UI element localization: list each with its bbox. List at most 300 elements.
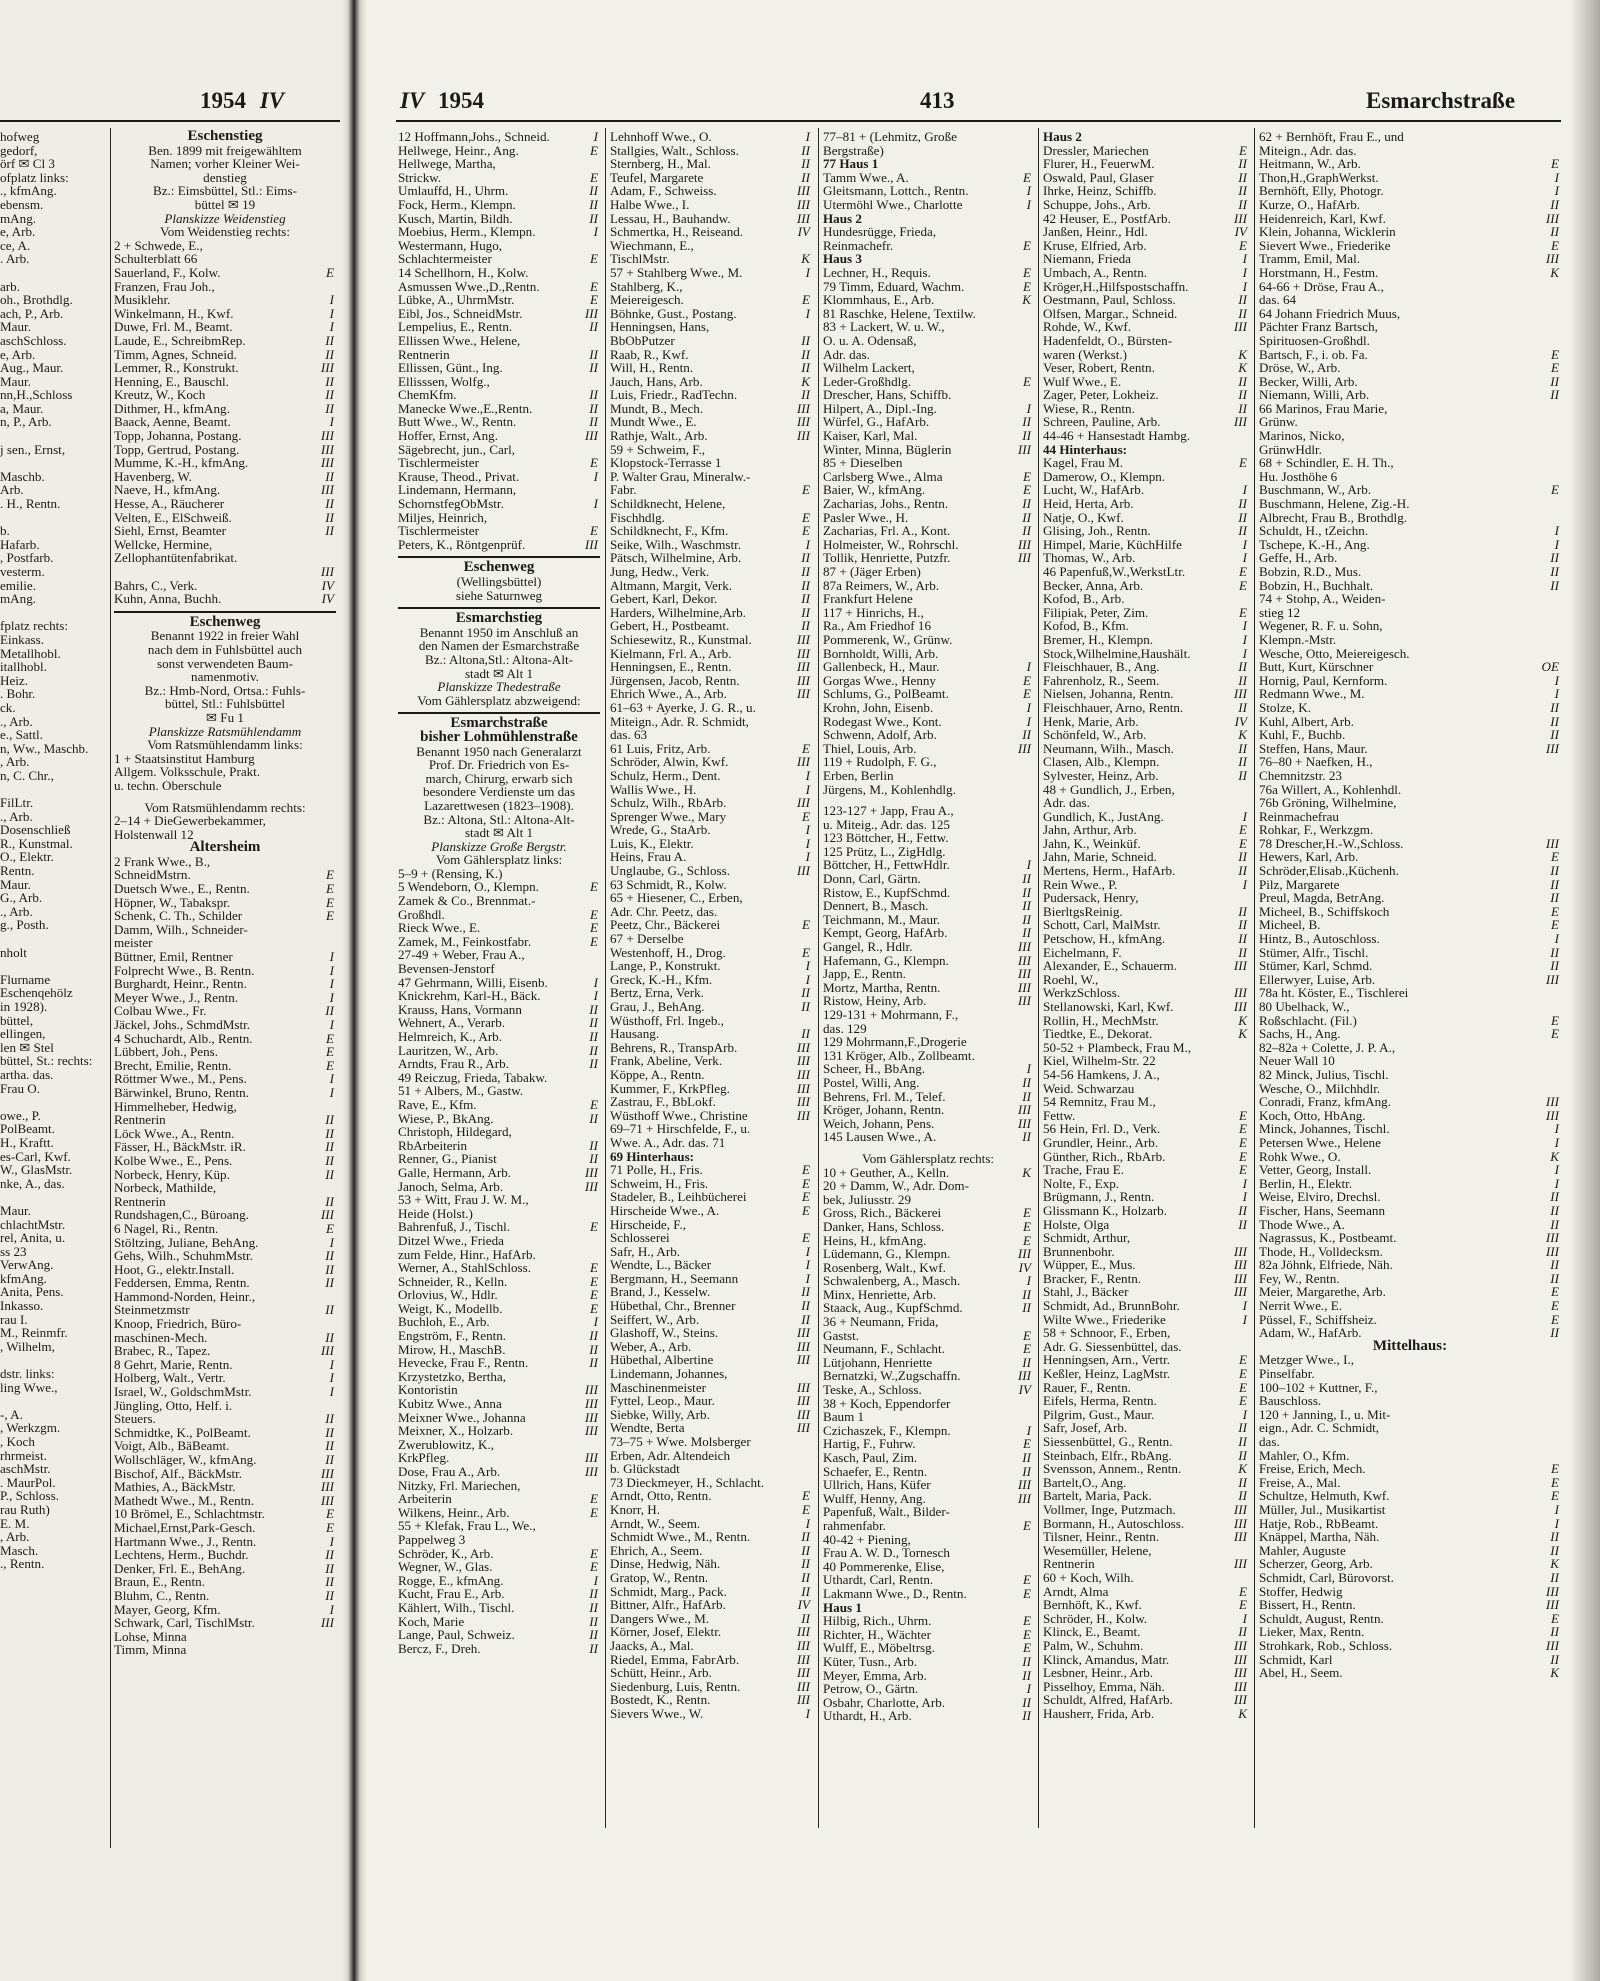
floor-marker: K	[1550, 1148, 1559, 1164]
directory-entry	[610, 1707, 812, 1721]
entry-text: Fässer, H., BäckMstr. iR.	[114, 1139, 246, 1155]
floor-marker: I	[593, 468, 598, 484]
directory-entry	[1043, 1489, 1249, 1503]
entry-text: Werner, A., StahlSchloss.	[398, 1260, 531, 1276]
floor-marker: II	[1022, 428, 1031, 444]
entry-text: Bobzin, R.D., Mus.	[1259, 564, 1362, 579]
directory-entry	[398, 1424, 600, 1438]
directory-entry	[0, 144, 108, 158]
street-note	[114, 171, 336, 185]
directory-entry	[610, 783, 812, 797]
entry-text: Dinse, Hedwig, Näh.	[610, 1556, 721, 1572]
floor-marker: II	[325, 1275, 334, 1291]
entry-text: Adam, W., HafArb.	[1259, 1325, 1362, 1341]
directory-entry	[823, 144, 1033, 158]
entry-text: Esmarchstraße	[450, 715, 548, 732]
section-rule	[398, 607, 600, 609]
entry-text: Chemnitzstr. 23	[1259, 767, 1342, 783]
directory-entry	[0, 1041, 108, 1055]
entry-text: Siedenburg, Luis, Rentn.	[610, 1678, 741, 1694]
entry-text: Gebert, H., Postbeamt.	[610, 618, 730, 634]
floor-marker: III	[320, 1465, 334, 1481]
directory-entry	[0, 850, 108, 864]
directory-entry	[114, 1059, 336, 1073]
entry-text: Dosenschließ	[0, 822, 71, 838]
directory-entry	[0, 375, 108, 389]
floor-marker: E	[326, 1519, 334, 1535]
entry-text: 64-66 + Dröse, Frau A.,	[1259, 278, 1384, 294]
floor-marker: I	[1242, 1189, 1247, 1205]
entry-text: Altersheim	[189, 839, 261, 856]
directory-entry	[823, 606, 1033, 620]
street-note	[398, 575, 600, 589]
entry-text: Jäckel, Johs., SchmdMstr.	[114, 1017, 251, 1032]
entry-text: Westenhoff, H., Drog.	[610, 944, 726, 960]
floor-marker: II	[1238, 509, 1247, 525]
directory-entry	[1043, 1408, 1249, 1422]
floor-marker: II	[1022, 1129, 1031, 1145]
entry-text: 40 Pommerenke, Elise,	[823, 1558, 945, 1574]
floor-marker: I	[1242, 1298, 1247, 1314]
floor-marker: III	[1233, 985, 1247, 1001]
floor-marker: II	[325, 332, 334, 348]
street-note	[114, 711, 336, 725]
entry-text: Sievert Wwe., Friederike	[1259, 237, 1391, 253]
entry-text: Keßler, Heinz, LagMstr.	[1043, 1366, 1171, 1382]
floor-marker: E	[1023, 1205, 1031, 1221]
entry-text: ling Wwe.,	[0, 1379, 58, 1395]
directory-entry	[823, 1090, 1033, 1104]
directory-entry	[1259, 715, 1561, 729]
directory-entry	[0, 334, 108, 348]
directory-entry	[1259, 796, 1561, 810]
floor-marker: II	[1550, 196, 1559, 212]
entry-text: Israel, W., GoldschmMstr.	[114, 1384, 252, 1400]
entry-text: Thode Wwe., A.	[1259, 1216, 1345, 1232]
directory-entry	[1259, 1489, 1561, 1503]
directory-entry	[610, 891, 812, 905]
directory-entry	[823, 1288, 1033, 1302]
entry-text: Ristow, E., KupfSchmd.	[823, 884, 951, 900]
floor-marker: II	[801, 550, 810, 566]
entry-text: Neuer Wall 10	[1259, 1053, 1335, 1069]
directory-entry	[610, 524, 812, 538]
directory-entry	[610, 171, 812, 185]
directory-entry	[114, 348, 336, 362]
directory-entry	[0, 1027, 108, 1041]
directory-entry	[398, 1451, 600, 1465]
directory-entry	[823, 415, 1033, 429]
entry-text: Fischer, Hans, Seemann	[1259, 1202, 1386, 1218]
entry-text: Ellissen Wwe., Helene,	[398, 332, 521, 348]
floor-marker: IV	[1234, 224, 1247, 240]
directory-entry	[0, 1299, 108, 1313]
column-rule	[1038, 128, 1039, 1828]
directory-entry	[0, 1136, 108, 1150]
entry-text: Tilsner, Heinr., Rentn.	[1043, 1529, 1160, 1545]
entry-text: Koch, Marie	[398, 1613, 465, 1629]
directory-entry	[610, 918, 812, 932]
directory-entry	[114, 1399, 336, 1413]
entry-text: Buschmann, Helene, Zig.-H.	[1259, 496, 1410, 512]
directory-entry	[0, 239, 108, 253]
directory-entry	[398, 1587, 600, 1601]
entry-text: Jüngling, Otto, Helf. i.	[114, 1397, 233, 1413]
entry-text: Nielsen, Johanna, Rentn.	[1043, 686, 1174, 702]
directory-entry	[1043, 1150, 1249, 1164]
entry-text: Trache, Frau E.	[1043, 1162, 1124, 1178]
section-heading	[114, 130, 336, 144]
entry-text: Jahn, Marie, Schneid.	[1043, 849, 1157, 865]
floor-marker: E	[326, 1057, 334, 1073]
floor-marker: II	[1550, 1651, 1559, 1667]
entry-text: Mundt, B., Mech.	[610, 400, 704, 416]
entry-text: u. Miteig., Adr. das. 125	[823, 816, 950, 832]
entry-text: WerkzSchloss.	[1043, 985, 1121, 1001]
directory-entry	[1043, 973, 1249, 987]
floor-marker: III	[1545, 210, 1559, 226]
column-rule	[605, 128, 606, 1828]
entry-text: Lempelius, E., Rentn.	[398, 319, 513, 335]
directory-entry	[398, 1166, 600, 1180]
entry-text: Pisselhoy, Emma, Näh.	[1043, 1678, 1165, 1694]
entry-text: Gehs, Wilh., SchuhmMstr.	[114, 1248, 253, 1264]
entry-text: Masch.	[0, 1542, 39, 1558]
directory-entry	[0, 864, 108, 878]
directory-entry	[0, 783, 108, 797]
directory-entry	[1259, 171, 1561, 185]
entry-text: Kolbe Wwe., E., Pens.	[114, 1152, 233, 1168]
directory-entry	[823, 1492, 1033, 1506]
directory-entry	[610, 1476, 812, 1490]
section-heading	[398, 561, 600, 575]
directory-entry	[1259, 1000, 1561, 1014]
entry-text: Schlosserei	[610, 1230, 670, 1246]
entry-text: Wilkens, Heinr., Arb.	[398, 1504, 510, 1520]
entry-text: Franzen, Frau Joh.,	[114, 278, 215, 294]
directory-entry	[823, 171, 1033, 185]
directory-entry	[114, 1344, 336, 1358]
directory-entry	[398, 266, 600, 280]
entry-text: Krohn, John, Eisenb.	[823, 699, 934, 715]
directory-entry	[1043, 606, 1249, 620]
entry-text: , Postfarb.	[0, 550, 54, 566]
directory-entry	[398, 1370, 600, 1384]
entry-text: Sievers Wwe., W.	[610, 1705, 704, 1721]
entry-text: stieg 12	[1259, 604, 1301, 620]
entry-text: 4 Schuchardt, Alb., Rentn.	[114, 1030, 253, 1046]
entry-text: Strohkark, Rob., Schloss.	[1259, 1637, 1393, 1653]
entry-text: waren (Werkst.)	[1043, 346, 1128, 362]
directory-entry	[114, 497, 336, 511]
directory-entry	[0, 905, 108, 919]
entry-text: Nagrassus, K., Postbeamt.	[1259, 1230, 1397, 1246]
floor-marker: II	[589, 1586, 598, 1602]
entry-text: Schlachtermeister	[398, 251, 492, 267]
entry-text: nach dem in Fuhlsbüttel auch	[147, 641, 303, 657]
entry-text: Rauer, F., Rentn.	[1043, 1379, 1131, 1395]
directory-entry	[610, 1041, 812, 1055]
entry-text: Hilbig, Rich., Uhrm.	[823, 1613, 932, 1629]
entry-text: Bittner, Alfr., HafArb.	[610, 1597, 726, 1613]
entry-text: Bz.: Altona, Stl.: Altona-Alt-	[423, 811, 575, 827]
entry-text: Lohse, Minna	[114, 1628, 187, 1644]
entry-text: Heidenreich, Karl, Kwf.	[1259, 210, 1386, 226]
section-rule	[114, 611, 336, 613]
directory-entry	[0, 701, 108, 715]
entry-text: Frankfurt Helene	[823, 591, 913, 607]
entry-text: Schuldt, Alfred, HafArb.	[1043, 1692, 1173, 1708]
entry-text: e, Arb.	[0, 346, 36, 362]
entry-text: Bergmann, H., Seemann	[610, 1270, 739, 1286]
floor-marker: II	[589, 1599, 598, 1615]
entry-text: Lübbert, Joh., Pens.	[114, 1044, 219, 1060]
directory-entry	[1043, 1218, 1249, 1232]
directory-entry	[1043, 1122, 1249, 1136]
entry-text: Henk, Marie, Arb.	[1043, 713, 1139, 729]
floor-marker: II	[1550, 1189, 1559, 1205]
floor-marker: II	[801, 1569, 810, 1585]
directory-entry	[398, 511, 600, 525]
floor-marker: OE	[1541, 659, 1559, 675]
entry-text: Stellanowski, Karl, Kwf.	[1043, 999, 1174, 1014]
entry-text: 119 + Rudolph, F. G.,	[823, 754, 937, 770]
directory-entry	[114, 855, 336, 869]
entry-text: Pappelweg 3	[398, 1531, 466, 1547]
directory-entry	[1259, 320, 1561, 334]
directory-entry	[398, 1479, 600, 1493]
directory-entry	[114, 936, 336, 950]
floor-marker: III	[1017, 1490, 1031, 1506]
entry-text: Teske, A., Schloss.	[823, 1382, 922, 1398]
directory-entry	[1259, 1449, 1561, 1463]
entry-text: Lazarettwesen (1823–1908).	[424, 797, 574, 813]
floor-marker: II	[1238, 863, 1247, 879]
entry-text: Esmarchstieg	[455, 610, 543, 627]
directory-entry	[0, 1068, 108, 1082]
entry-text: 76–80 + Naefken, H.,	[1259, 754, 1373, 770]
floor-marker: I	[805, 305, 810, 321]
floor-marker: I	[593, 224, 598, 240]
floor-marker: E	[1023, 1218, 1031, 1234]
floor-marker: II	[1550, 1529, 1559, 1545]
directory-entry	[398, 1016, 600, 1030]
entry-text: Henningsen, Hans,	[610, 319, 710, 335]
entry-text: Eichelmann, F.	[1043, 944, 1122, 960]
floor-marker: I	[1242, 251, 1247, 267]
entry-text: Schmidt, Arthur,	[1043, 1230, 1131, 1246]
floor-marker: I	[593, 130, 598, 144]
entry-text: Preul, Magda, BetrAng.	[1259, 890, 1385, 906]
entry-text: Safr, H., Arb.	[610, 1243, 681, 1259]
entry-text: Zellophantütenfabrikat.	[114, 550, 238, 566]
directory-entry	[0, 1245, 108, 1259]
floor-marker: III	[1017, 1102, 1031, 1118]
entry-text: Maur.	[0, 319, 31, 335]
entry-text: Spirituosen-Großhdl.	[1259, 332, 1370, 348]
directory-entry	[398, 375, 600, 389]
directory-entry	[1259, 1394, 1561, 1408]
entry-text: Ehrich Wwe., A., Arb.	[610, 686, 727, 702]
directory-entry	[610, 1680, 812, 1694]
entry-text: 49 Reiczug, Frieda, Tabakw.	[398, 1069, 548, 1085]
floor-marker: E	[326, 867, 334, 883]
directory-entry	[0, 1095, 108, 1109]
directory-entry	[398, 1084, 600, 1098]
entry-text: a, Maur.	[0, 400, 44, 416]
entry-text: Holmeister, W., Rohrschl.	[823, 536, 959, 552]
directory-entry	[114, 1317, 336, 1331]
directory-entry	[610, 429, 812, 443]
entry-text: das. 63	[610, 727, 648, 743]
floor-marker: E	[326, 1044, 334, 1060]
entry-text: Umlauffd, H., Uhrm.	[398, 183, 509, 199]
street-note	[114, 801, 336, 815]
floor-marker: E	[590, 292, 598, 308]
entry-text: Kucht, Frau E., Arb.	[398, 1586, 505, 1602]
section-rule	[398, 556, 600, 558]
directory-entry	[398, 1492, 600, 1506]
entry-text: Steinmetzmstr	[114, 1302, 190, 1318]
directory-entry	[1043, 878, 1249, 892]
floor-marker: III	[320, 1207, 334, 1223]
floor-marker: III	[1233, 1678, 1247, 1694]
directory-entry	[823, 1505, 1033, 1519]
entry-text: besondere Verdienste um das	[422, 784, 576, 800]
floor-marker: III	[1545, 835, 1559, 851]
floor-marker: II	[1238, 917, 1247, 933]
floor-marker: II	[1550, 958, 1559, 974]
entry-text: Norbeck, Henry, Küp.	[114, 1166, 230, 1182]
entry-text: mAng.	[0, 210, 37, 226]
floor-marker: II	[1238, 523, 1247, 539]
directory-entry	[610, 1530, 812, 1544]
entry-text: Planskizze Weidenstieg	[164, 210, 286, 226]
directory-entry	[1043, 388, 1249, 402]
entry-text: Schmidt Wwe., M., Rentn.	[610, 1529, 751, 1545]
entry-text: Schmidt, Ad., BrunnBohr.	[1043, 1298, 1180, 1314]
entry-text: b.	[0, 523, 10, 539]
floor-marker: I	[1554, 523, 1559, 539]
entry-text: Fleischhauer, B., Ang.	[1043, 659, 1160, 675]
entry-text: Pinselfabr.	[1259, 1366, 1315, 1382]
entry-text: büttel ✉ 19	[194, 196, 256, 212]
entry-text: Vetter, Georg, Install.	[1259, 1162, 1372, 1178]
floor-marker: III	[796, 428, 810, 444]
entry-text: Lechtens, Herm., Buchdr.	[114, 1547, 249, 1563]
floor-marker: E	[1239, 237, 1247, 253]
floor-marker: II	[801, 1529, 810, 1545]
floor-marker: I	[329, 292, 334, 308]
floor-marker: III	[796, 1665, 810, 1681]
entry-text: G., Arb.	[0, 890, 43, 906]
entry-text: Klopstock-Terrasse 1	[610, 455, 722, 471]
entry-text: Reinmachefrau	[1259, 808, 1339, 824]
entry-text: Einkass.	[0, 631, 45, 647]
floor-marker: III	[1233, 958, 1247, 974]
entry-text: Schmidt, Marg., Pack.	[610, 1583, 727, 1599]
directory-entry	[114, 239, 336, 253]
directory-entry	[1043, 1245, 1249, 1259]
directory-entry	[398, 1152, 600, 1166]
floor-marker: II	[589, 1015, 598, 1031]
entry-text: Koch, Otto, HbAng.	[1259, 1107, 1366, 1123]
entry-text: Eschenstieg	[187, 130, 263, 144]
directory-entry	[610, 1163, 812, 1177]
directory-entry	[1259, 1313, 1561, 1327]
entry-text: Stallgies, Walt., Schloss.	[610, 142, 739, 158]
floor-marker: I	[1242, 876, 1247, 892]
entry-text: Micheel, B., Schiffskoch	[1259, 903, 1390, 919]
directory-entry	[823, 1274, 1033, 1288]
entry-text: 83 + Lackert, W. u. W.,	[823, 319, 945, 335]
directory-entry	[0, 1218, 108, 1232]
directory-entry	[0, 918, 108, 932]
directory-entry	[114, 470, 336, 484]
floor-marker: E	[590, 1491, 598, 1507]
floor-marker: I	[1242, 1311, 1247, 1327]
entry-text: Kröger,H.,Hilfspostschaffn.	[1043, 278, 1189, 294]
directory-entry	[1043, 1707, 1249, 1721]
street-note	[114, 684, 336, 698]
directory-entry	[1259, 239, 1561, 253]
directory-entry	[398, 443, 600, 457]
entry-text: Petersen Wwe., Helene	[1259, 1134, 1381, 1150]
floor-marker: III	[320, 564, 334, 579]
entry-text: Rentnerin	[114, 1193, 166, 1209]
floor-marker: I	[805, 536, 810, 552]
directory-entry	[823, 899, 1033, 913]
entry-text: Musiklehr.	[114, 292, 171, 308]
directory-entry	[610, 266, 812, 280]
building-label	[823, 212, 1033, 226]
entry-text: 125 Prütz, L., ZigHdlg.	[823, 843, 946, 859]
directory-entry	[823, 728, 1033, 742]
floor-marker: I	[1242, 536, 1247, 552]
entry-text: BbObPutzer	[610, 332, 675, 348]
floor-marker: II	[1238, 305, 1247, 321]
entry-text: Carlsberg Wwe., Alma	[823, 468, 943, 484]
entry-text: , Arb.	[0, 754, 30, 770]
floor-marker: III	[796, 1393, 810, 1409]
directory-entry	[1259, 443, 1561, 457]
floor-marker: E	[1023, 1327, 1031, 1343]
floor-marker: II	[1550, 1624, 1559, 1640]
floor-marker: K	[801, 251, 810, 267]
directory-entry	[610, 647, 812, 661]
directory-entry	[823, 647, 1033, 661]
directory-entry	[114, 765, 336, 779]
floor-marker: I	[329, 1356, 334, 1372]
floor-marker: E	[1239, 835, 1247, 851]
directory-entry	[610, 1557, 812, 1571]
floor-marker: III	[1233, 1692, 1247, 1708]
directory-entry	[0, 1150, 108, 1164]
directory-entry	[823, 967, 1033, 981]
directory-entry	[1043, 1340, 1249, 1354]
entry-text: in 1928).	[0, 999, 48, 1014]
directory-entry	[398, 157, 600, 171]
directory-entry	[1043, 1381, 1249, 1395]
entry-text: nholt	[0, 944, 27, 960]
floor-marker: II	[1238, 944, 1247, 960]
directory-entry	[0, 674, 108, 688]
entry-text: Schuppe, Johs., Arb.	[1043, 196, 1151, 212]
entry-text: Damm, Wilh., Schneider-	[114, 921, 248, 937]
floor-marker: III	[1545, 1637, 1559, 1653]
entry-text: H., Kraftt.	[0, 1134, 54, 1150]
entry-text: ss 23	[0, 1243, 27, 1259]
